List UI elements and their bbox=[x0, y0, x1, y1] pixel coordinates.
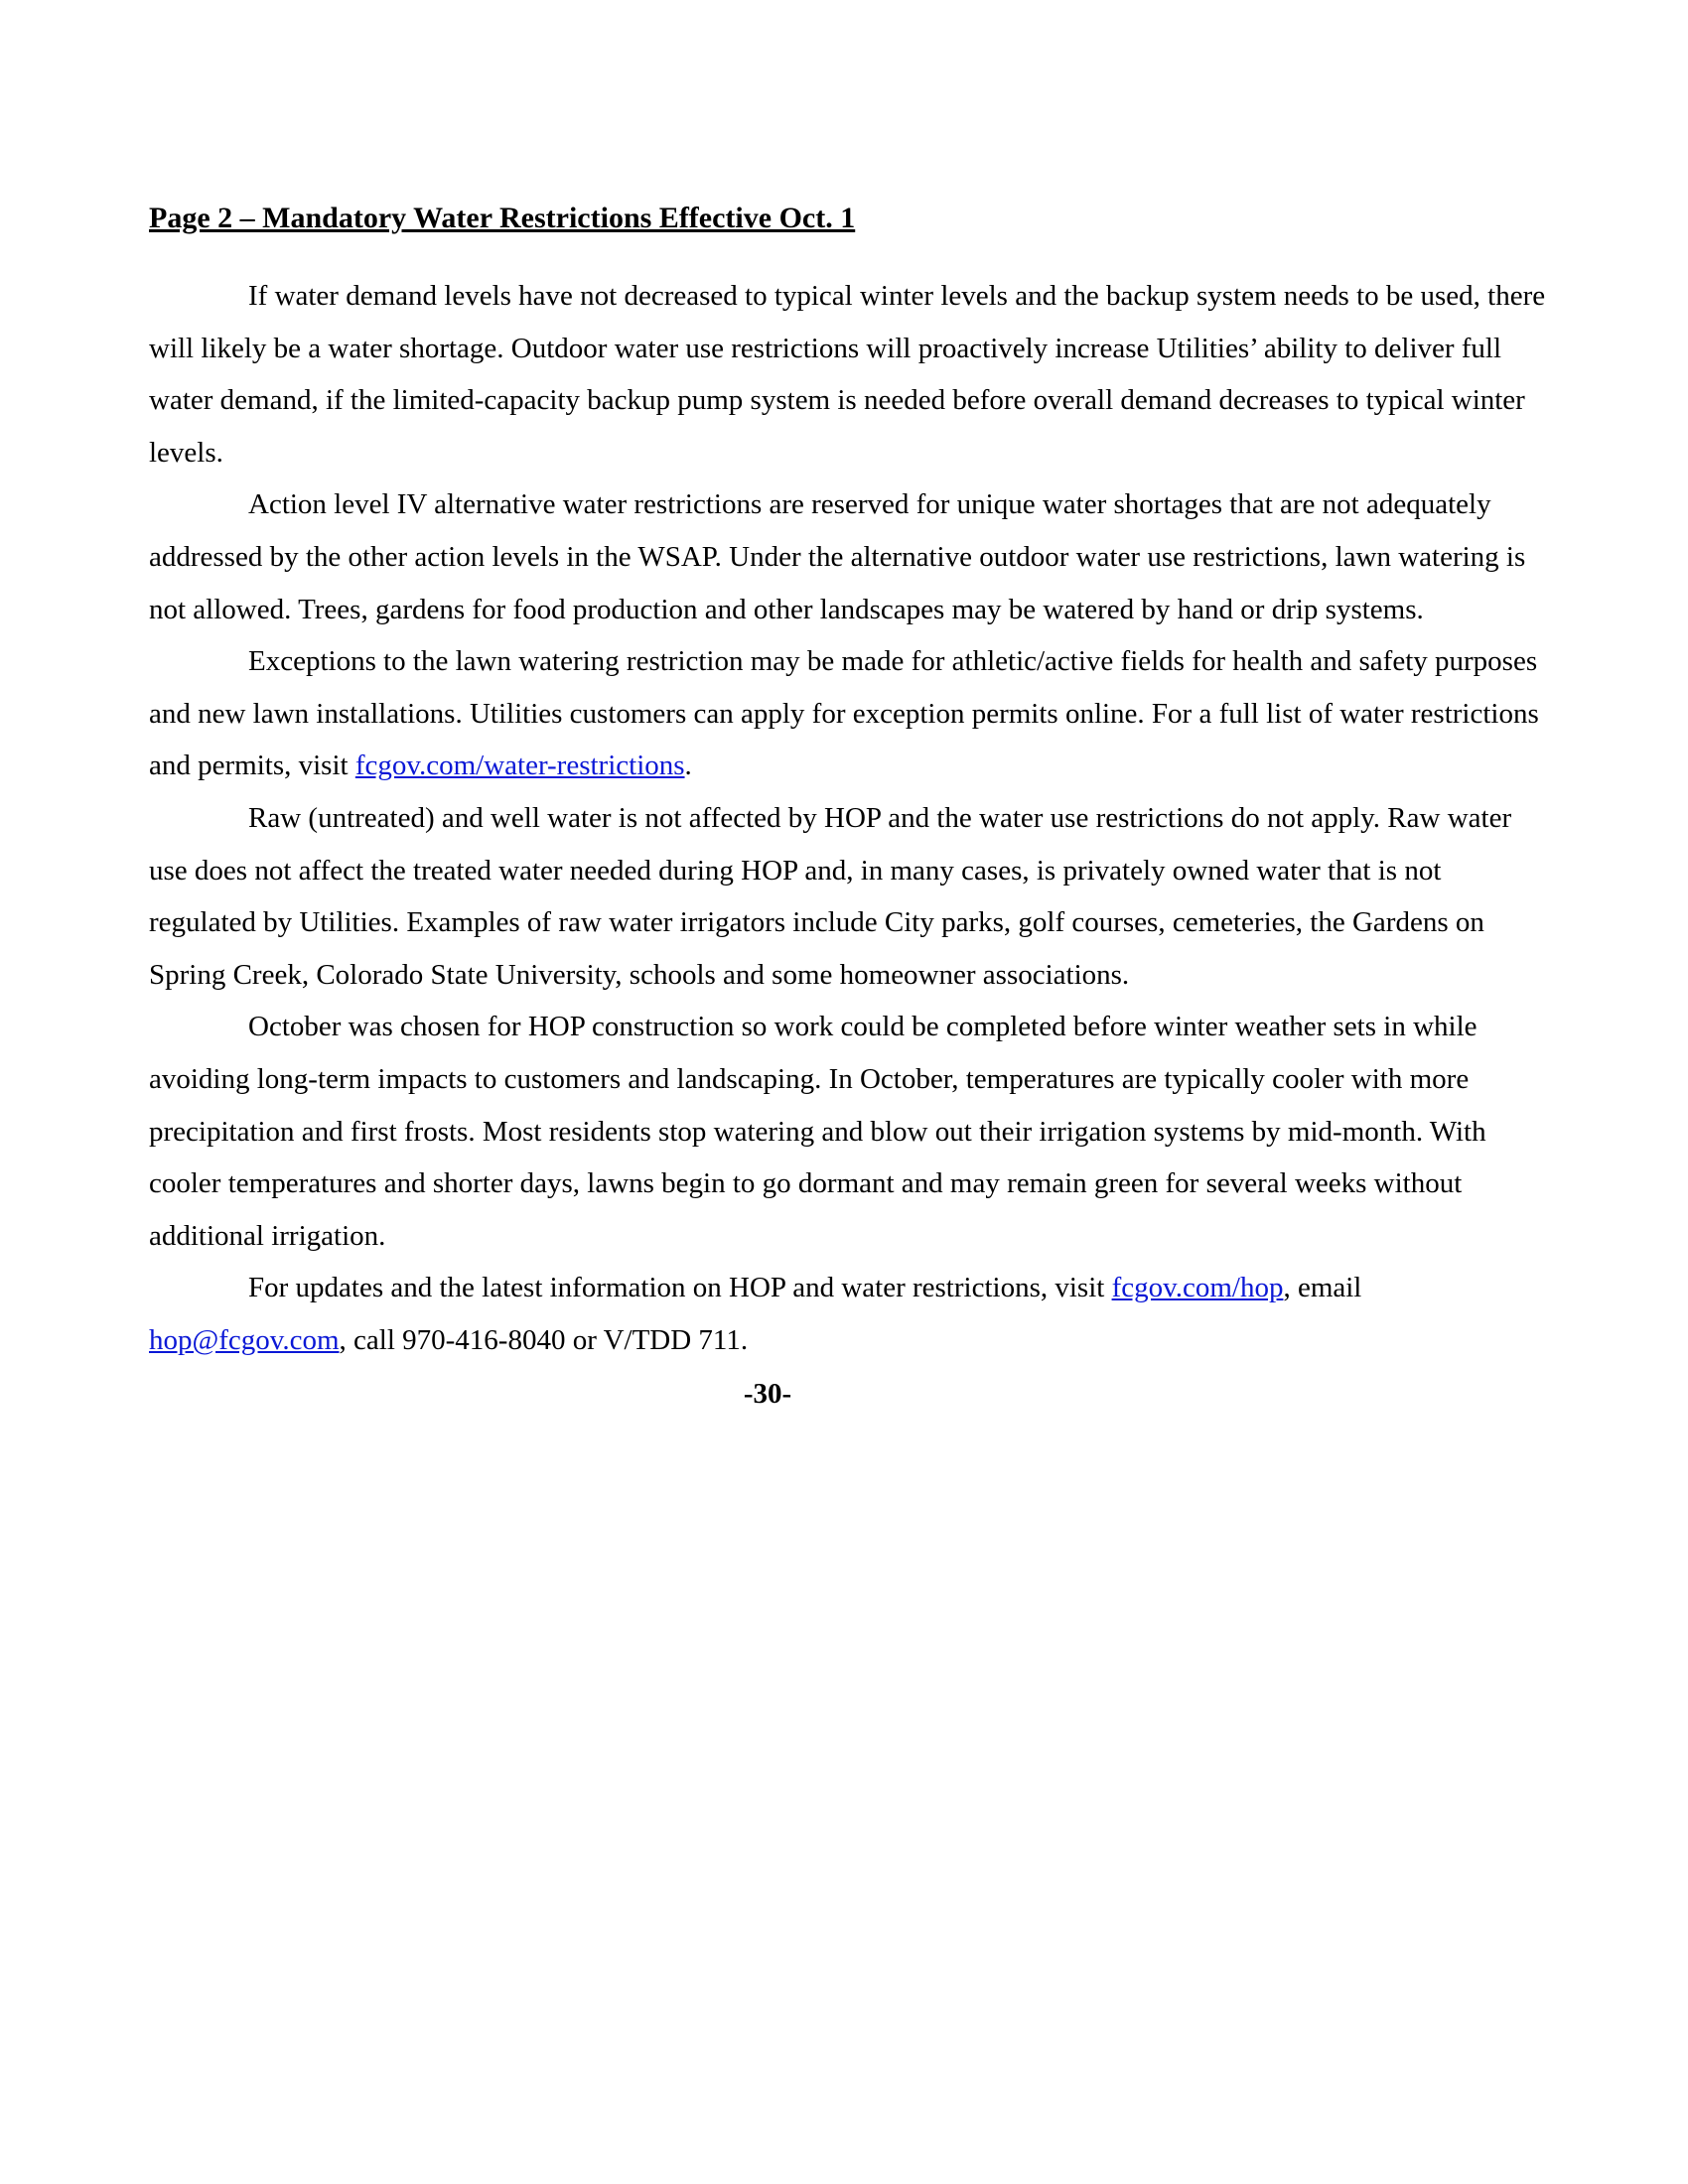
paragraph-updates-between: , email bbox=[1283, 1272, 1362, 1304]
paragraph-updates-end: , call 970-416-8040 or V/TDD 711. bbox=[339, 1323, 749, 1356]
paragraph-updates bbox=[149, 1262, 1549, 1366]
paragraph-exceptions-end: . bbox=[684, 750, 692, 782]
page-heading: Page 2 – Mandatory Water Restrictions Effective Oct. 1 bbox=[149, 202, 856, 234]
document-page bbox=[149, 199, 1549, 1414]
paragraph-exceptions bbox=[149, 635, 1549, 792]
paragraph-action-level-iv: Action level IV alternative water restrictions are reserved for unique water shortages that are not adequately addressed by the other action levels in the WSAP. Under the alternative outdoor water use restrictions, lawn watering is not allowed. Trees, gardens for food production and other landscapes may be watered by hand or drip systems. bbox=[149, 488, 1526, 625]
paragraph-updates-text: For updates and the latest information on HOP and water restrictions, visit bbox=[248, 1272, 1112, 1304]
paragraph-raw-water: Raw (untreated) and well water is not affected by HOP and the water use restrictions do not apply. Raw water use does not affect the treated water needed during HOP and, in many cases, is privately owned water that is not regulated by Utilities. Examples of raw water irrigators include City parks, golf courses, cemeteries, the Gardens on Spring Creek, Colorado State University, schools and some homeowner associations. bbox=[149, 801, 1512, 991]
paragraph-backup-system: If water demand levels have not decreased to typical winter levels and the backup system needs to be used, there will likely be a water shortage. Outdoor water use restrictions will proactively increase Utilities’ ability to deliver full water demand, if the limited-capacity backup pump system is needed before overall demand decreases to typical winter levels. bbox=[149, 280, 1546, 469]
hop-link[interactable]: fcgov.com/hop bbox=[1111, 1272, 1284, 1304]
email-link[interactable]: hop@fcgov.com bbox=[149, 1323, 340, 1356]
page-number: -30- bbox=[743, 1378, 792, 1411]
water-restrictions-link[interactable]: fcgov.com/water-restrictions bbox=[354, 750, 685, 782]
paragraph-october: October was chosen for HOP construction so work could be completed before winter weather sets in while avoiding long-term impacts to customers and landscaping. In October, temperatures are typically cooler with more precipitation and first frosts. Most residents stop watering and blow out their irrigation systems by mid-month. With cooler temperatures and shorter days, lawns begin to go dormant and may remain green for several weeks without additional irrigation. bbox=[149, 1011, 1486, 1252]
paragraph-exceptions-text: Exceptions to the lawn watering restriction may be made for athletic/active fields for health and safety purposes and new lawn installations. Utilities customers can apply for exception permits online. For a full list of water restrictions and permits, visit bbox=[149, 645, 1539, 782]
